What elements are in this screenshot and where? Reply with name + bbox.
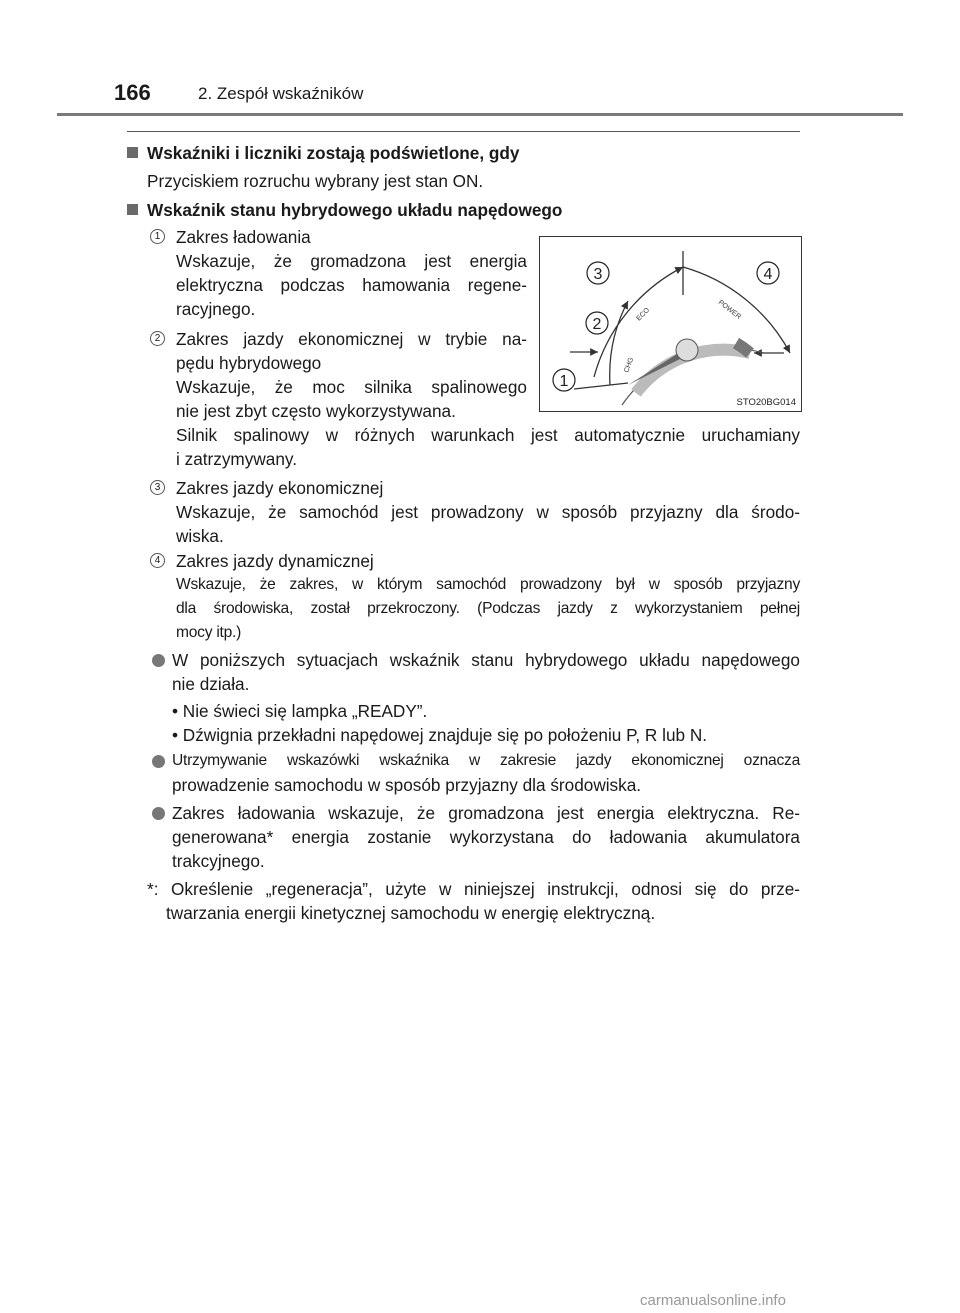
item-1-line: racyjnego. [176,299,256,319]
watermark: carmanualsonline.info [640,1292,786,1309]
item-3-line: wiska. [176,526,224,546]
note-line: Utrzymywanie wskazówki wskaźnika w zakresie jazdy ekonomicznej oznacza [172,752,800,769]
note-line: Zakres ładowania wskazuje, że gromadzona jest energia elektryczna. Re- [172,803,800,823]
scale-label-power: POWER [716,299,742,321]
note-line: W poniższych sytuacjach wskaźnik stanu hybrydowego układu napędowego [172,650,800,670]
item-4-title: Zakres jazdy dynamicznej [176,551,374,571]
round-bullet-icon [152,654,165,667]
scale-label-chg: CHG [623,356,636,374]
item-4-line: Wskazuje, że zakres, w którym samochód prowadzony był w sposób przyjazny [176,576,800,593]
note-subitem: • Nie świeci się lampka „READY”. [172,701,428,721]
callout-label-2: 2 [592,316,602,333]
engine-note-line: i zatrzymywany. [176,449,297,469]
item-2-title: Zakres jazdy ekonomicznej w trybie na- [176,329,527,349]
circled-number-2: 2 [150,331,165,346]
section-text-illumination: Przyciskiem rozruchu wybrany jest stan ON. [147,171,484,191]
note-line: trakcyjnego. [172,851,265,871]
circled-number-3: 3 [150,480,165,495]
header-divider [57,113,903,116]
circled-number-4: 4 [150,553,165,568]
item-1-line: Wskazuje, że gromadzona jest energia [176,251,527,271]
item-1-title: Zakres ładowania [176,227,311,247]
section-divider [127,131,800,132]
section-heading-illumination: Wskaźniki i liczniki zostają podświetlone, gdy [127,141,519,165]
footnote-line: *: Określenie „regeneracja”, użyte w niniejszej instrukcji, odnosi się do prze- [147,879,800,899]
square-bullet-icon [127,204,138,215]
hybrid-indicator-figure [539,236,802,412]
circled-number-1: 1 [150,229,165,244]
section-heading-hybrid-indicator: Wskaźnik stanu hybrydowego układu napędowego [127,198,562,222]
note-line: nie działa. [172,674,250,694]
item-1-line: elektryczna podczas hamowania regene- [176,275,527,295]
callout-label-1: 1 [559,373,569,390]
item-3-title: Zakres jazdy ekonomicznej [176,478,384,498]
round-bullet-icon [152,807,165,820]
note-subitem: • Dźwignia przekładni napędowej znajduje się po położeniu P, R lub N. [172,725,708,745]
hybrid-gauge-diagram [540,237,801,411]
page-number: 166 [114,80,151,105]
chapter-title: 2. Zespół wskaźników [198,84,364,103]
item-3-line: Wskazuje, że samochód jest prowadzony w sposób przyjazny dla środo- [176,502,800,522]
item-2-title-cont: pędu hybrydowego [176,353,322,373]
scale-label-eco: ECO [635,306,652,323]
note-line: generowana* energia zostanie wykorzystana do ładowania akumulatora [172,827,800,847]
square-bullet-icon [127,147,138,158]
leader-line [574,383,628,389]
callout-label-4: 4 [763,266,773,283]
needle-hub [676,339,698,361]
note-line: prowadzenie samochodu w sposób przyjazny dla środowiska. [172,775,642,795]
callout-label-3: 3 [593,266,603,283]
item-4-line: mocy itp.) [176,624,242,641]
footnote-line: twarzania energii kinetycznej samochodu w energię elektryczną. [166,903,656,923]
figure-code: STO20BG014 [736,397,796,408]
item-4-line: dla środowiska, został przekroczony. (Podczas jazdy z wykorzystaniem pełnej [176,600,800,617]
engine-note-line: Silnik spalinowy w różnych warunkach jest automatycznie uruchamiany [176,425,800,445]
item-2-line: Wskazuje, że moc silnika spalinowego [176,377,527,397]
page-header [0,0,960,116]
round-bullet-icon [152,755,165,768]
item-2-line: nie jest zbyt często wykorzystywana. [176,401,456,421]
